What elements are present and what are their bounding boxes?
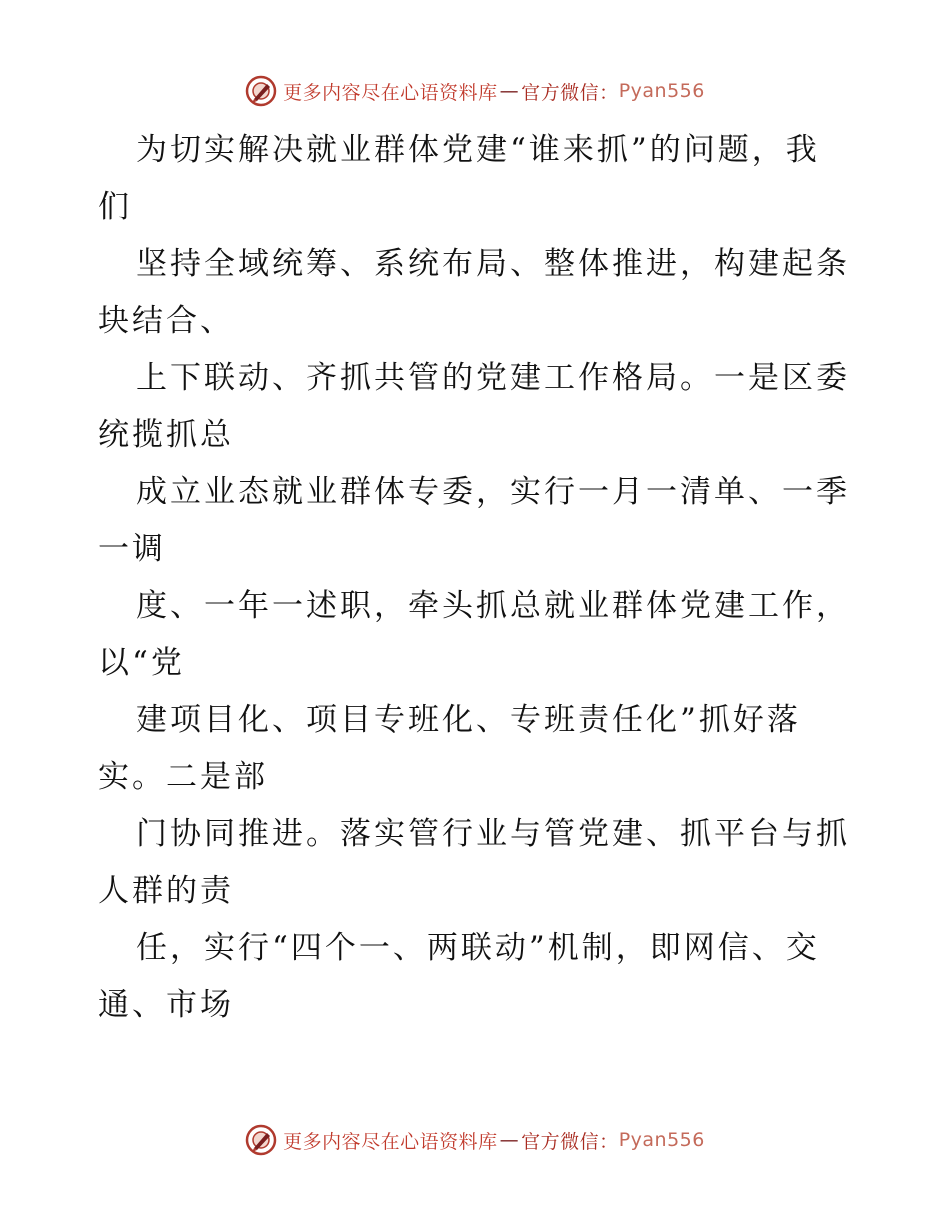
header-separator: — <box>499 80 520 102</box>
line-3-first: 上下联动、齐抓共管的党建工作格局。一是区委 <box>136 360 850 396</box>
line-6-second: 实。二是部 <box>98 759 268 795</box>
line-8-second: 通、市场 <box>98 987 234 1023</box>
footer-separator: — <box>499 1129 520 1151</box>
text-line-5 <box>98 578 858 692</box>
document-body <box>98 122 858 1034</box>
text-line-4 <box>98 464 858 578</box>
footer-wechat-label: 官方微信： <box>521 1130 619 1153</box>
line-7-second: 人群的责 <box>98 873 234 909</box>
line-1-first: 为切实解决就业群体党建“谁来抓”的问题，我 <box>136 132 820 168</box>
line-5-second: 以“党 <box>98 645 185 681</box>
header-wechat-label: 官方微信： <box>521 81 619 104</box>
header-wechat-id: Pyan556 <box>618 80 705 102</box>
line-6-first: 建项目化、项目专班化、专班责任化”抓好落 <box>136 702 801 738</box>
text-line-2 <box>98 236 858 350</box>
pen-logo-icon <box>245 1124 277 1156</box>
line-1-second: 们 <box>98 189 132 225</box>
line-4-first: 成立业态就业群体专委，实行一月一清单、一季 <box>136 474 850 510</box>
footer-site-name: 更多内容尽在心语资料库 <box>283 1130 498 1153</box>
footer-watermark <box>0 1120 950 1160</box>
line-2-first: 坚持全域统筹、系统布局、整体推进，构建起条 <box>136 246 850 282</box>
header-watermark <box>0 71 950 111</box>
line-3-second: 统揽抓总 <box>98 417 234 453</box>
text-line-8 <box>98 920 858 1034</box>
text-line-3 <box>98 350 858 464</box>
header-site-name: 更多内容尽在心语资料库 <box>283 81 498 104</box>
line-4-second: 一调 <box>98 531 166 567</box>
footer-wechat-id: Pyan556 <box>618 1129 705 1151</box>
pen-logo-icon <box>245 75 277 107</box>
text-line-6 <box>98 692 858 806</box>
line-8-first: 任，实行“四个一、两联动”机制，即网信、交 <box>136 930 820 966</box>
line-5-first: 度、一年一述职，牵头抓总就业群体党建工作， <box>136 588 850 624</box>
line-7-first: 门协同推进。落实管行业与管党建、抓平台与抓 <box>136 816 850 852</box>
text-line-7 <box>98 806 858 920</box>
text-line-1 <box>98 122 858 236</box>
line-2-second: 块结合、 <box>98 303 234 339</box>
